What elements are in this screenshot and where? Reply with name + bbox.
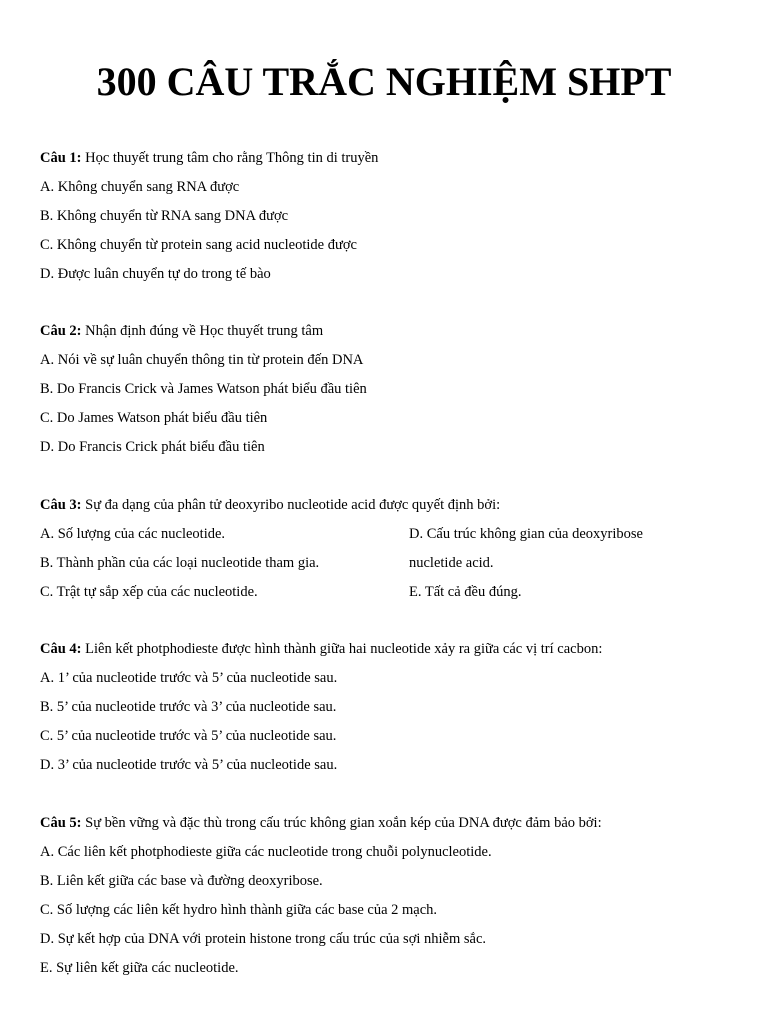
question-4 bbox=[40, 635, 740, 780]
question-text: Liên kết photphodieste được hình thành giữa hai nucleotide xảy ra giữa các vị trí cacbon: bbox=[85, 641, 603, 657]
question-label: Câu 5: bbox=[40, 815, 82, 831]
question-stem bbox=[40, 317, 740, 346]
question-3 bbox=[40, 491, 740, 607]
question-1 bbox=[40, 144, 740, 289]
question-text: Sự bền vững và đặc thù trong cấu trúc không gian xoắn kép của DNA được đảm bảo bởi: bbox=[85, 815, 602, 831]
answer-option: D. Do Francis Crick phát biểu đầu tiên bbox=[40, 439, 265, 455]
question-label: Câu 2: bbox=[40, 323, 82, 339]
answer-option: D. 3’ của nucleotide trước và 5’ của nucleotide sau. bbox=[40, 757, 338, 773]
question-stem bbox=[40, 491, 740, 520]
answer-option: A. Các liên kết photphodieste giữa các nucleotide trong chuỗi polynucleotide. bbox=[40, 844, 492, 860]
answer-option: B. Thành phần của các loại nucleotide tham gia. bbox=[40, 555, 320, 571]
question-stem bbox=[40, 635, 740, 664]
answer-option: C. 5’ của nucleotide trước và 5’ của nucleotide sau. bbox=[40, 728, 337, 744]
question-label: Câu 4: bbox=[40, 641, 82, 657]
answer-option: C. Số lượng các liên kết hydro hình thành giữa các base của 2 mạch. bbox=[40, 902, 438, 918]
answer-option: C. Trật tự sắp xếp của các nucleotide. bbox=[40, 584, 258, 600]
question-text: Nhận định đúng về Học thuyết trung tâm bbox=[85, 323, 324, 339]
question-label: Câu 3: bbox=[40, 497, 82, 513]
answer-options-two-column bbox=[40, 520, 740, 607]
answer-option: C. Không chuyển từ protein sang acid nucleotide được bbox=[40, 237, 357, 253]
question-5 bbox=[40, 809, 740, 983]
answer-column-left bbox=[40, 520, 405, 607]
answer-option: D. Cấu trúc không gian của deoxyribose bbox=[409, 526, 643, 542]
question-2 bbox=[40, 317, 740, 462]
answer-option: A. 1’ của nucleotide trước và 5’ của nucleotide sau. bbox=[40, 670, 338, 686]
answer-option: B. Liên kết giữa các base và đường deoxyribose. bbox=[40, 873, 323, 889]
question-text: Sự đa dạng của phân tử deoxyribo nucleotide acid được quyết định bởi: bbox=[85, 497, 501, 513]
answer-option: E. Tất cả đều đúng. bbox=[409, 584, 522, 600]
answer-option: D. Sự kết hợp của DNA với protein histone trong cấu trúc của sợi nhiễm sắc. bbox=[40, 931, 487, 947]
page-title: 300 CÂU TRẮC NGHIỆM SHPT bbox=[96, 59, 672, 104]
answer-option: A. Không chuyển sang RNA được bbox=[40, 179, 240, 195]
answer-option: B. Không chuyển từ RNA sang DNA được bbox=[40, 208, 289, 224]
answer-option-continuation: nucletide acid. bbox=[409, 555, 494, 571]
question-stem bbox=[40, 144, 740, 173]
question-label: Câu 1: bbox=[40, 150, 82, 166]
answer-option: C. Do James Watson phát biểu đầu tiên bbox=[40, 410, 268, 426]
answer-option: B. 5’ của nucleotide trước và 3’ của nucleotide sau. bbox=[40, 699, 337, 715]
answer-option: E. Sự liên kết giữa các nucleotide. bbox=[40, 960, 239, 976]
answer-option: A. Số lượng của các nucleotide. bbox=[40, 526, 226, 542]
answer-option: B. Do Francis Crick và James Watson phát biểu đầu tiên bbox=[40, 381, 367, 397]
answer-column-right bbox=[409, 520, 739, 607]
question-stem bbox=[40, 809, 740, 838]
question-text: Học thuyết trung tâm cho rằng Thông tin di truyền bbox=[85, 150, 379, 166]
answer-option: D. Được luân chuyển tự do trong tế bào bbox=[40, 266, 271, 282]
answer-option: A. Nói về sự luân chuyển thông tin từ protein đến DNA bbox=[40, 352, 364, 368]
